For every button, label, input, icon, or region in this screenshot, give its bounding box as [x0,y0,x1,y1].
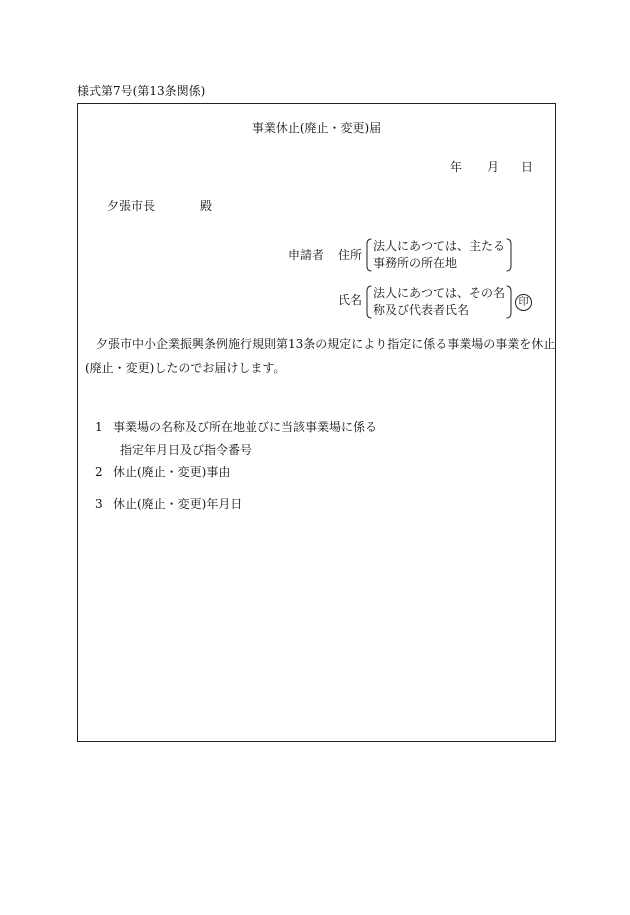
right-bracket-icon [506,285,513,319]
date-day-label: 日 [521,160,534,174]
name-note-line: 称及び代表者氏名 [373,303,470,317]
seal-mark: 印 [515,294,532,311]
form-box [77,103,556,742]
item-text: 事業場の名称及び所在地並びに当該事業場に係る [113,420,378,434]
applicant-label: 申請者 [288,248,325,262]
list-item [95,497,242,511]
address-note-line: 法人にあつては、主たる [373,239,506,253]
item-text: 休止(廃止・変更)年月日 [113,497,243,511]
form-title: 事業休止(廃止・変更)届 [251,121,382,135]
address-note [372,238,506,272]
date-year-label: 年 [450,160,463,174]
list-item [95,465,230,479]
name-note-block [365,285,532,319]
item-number: 2 [95,465,103,479]
left-bracket-icon [365,238,372,272]
address-note-block [365,238,513,272]
addressee-name: 夕張市長 [107,199,156,213]
name-note [372,285,506,319]
body-text-line: 夕張市中小企業振興条例施行規則第13条の規定により指定に係る事業場の事業を休止 [96,337,556,351]
item-text: 休止(廃止・変更)事由 [113,465,231,479]
form-number: 様式第7号(第13条関係) [77,84,206,98]
addressee-honorific: 殿 [200,199,213,213]
left-bracket-icon [365,285,372,319]
list-item [95,420,377,434]
name-label: 氏名 [338,293,363,307]
name-note-line: 法人にあつては、その名 [373,286,506,300]
item-number: 1 [95,420,103,434]
date-month-label: 月 [487,160,500,174]
address-note-line: 事務所の所在地 [373,256,458,270]
item-number: 3 [95,497,103,511]
address-label: 住所 [338,248,363,262]
right-bracket-icon [506,238,513,272]
item-text-continued: 指定年月日及び指令番号 [120,443,253,457]
body-text-line: (廃止・変更)したのでお届けします。 [85,361,286,375]
